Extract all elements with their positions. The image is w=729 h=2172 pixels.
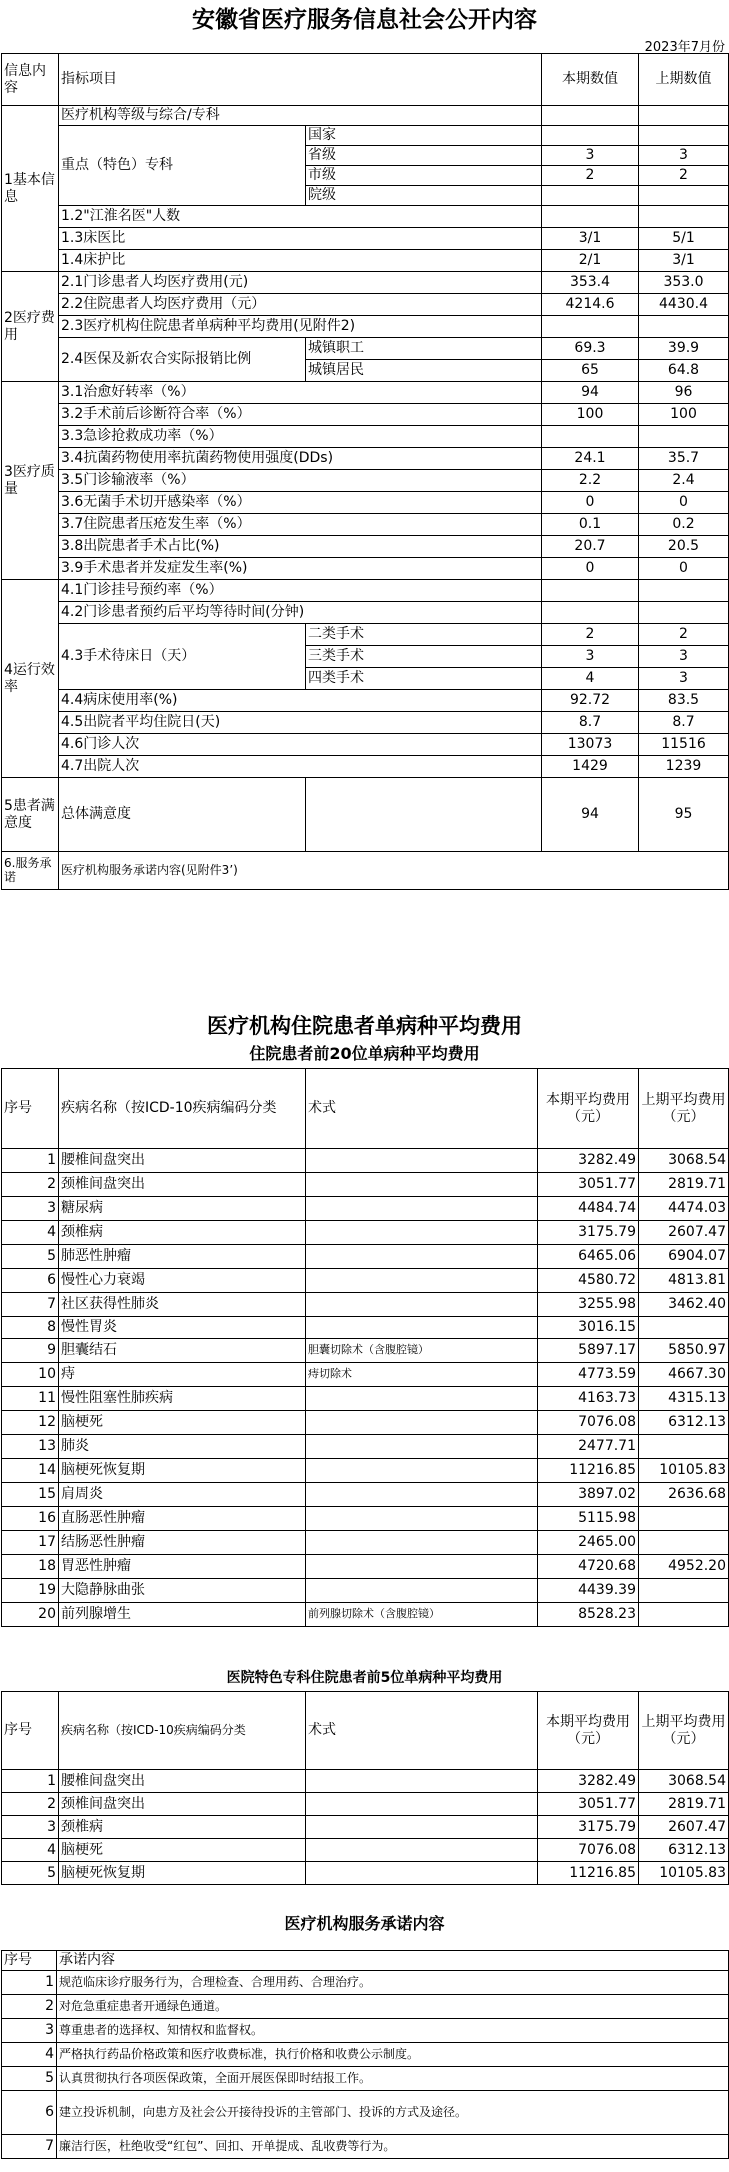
row-cur: 11216.85 <box>538 1862 639 1885</box>
cell-prev: 8.7 <box>639 712 729 734</box>
header-prev: 上期数值 <box>639 54 729 106</box>
header-prev: 上期平均费用（元） <box>639 1069 729 1149</box>
row-no: 3 <box>2 2019 57 2043</box>
row-operation <box>306 1245 538 1269</box>
row-cur: 3175.79 <box>538 1221 639 1245</box>
row-disease: 脑梗死 <box>59 1411 306 1435</box>
row-prev <box>639 1435 729 1459</box>
table-row <box>2 1603 729 1627</box>
cat-zhiliang: 3医疗质量 <box>2 382 59 580</box>
row-zdzk: 重点（特色）专科 <box>59 126 306 206</box>
row-cur: 3175.79 <box>538 1816 639 1839</box>
cell-cur: 2.2 <box>542 470 639 492</box>
row-prev: 4315.13 <box>639 1387 729 1411</box>
main-title: 安徽省医疗服务信息社会公开内容 <box>192 7 537 33</box>
row-prev: 4667.30 <box>639 1363 729 1387</box>
table-row <box>2 1816 729 1839</box>
row-q4: 3.4抗菌药物使用率抗菌药物使用强度(DDs) <box>59 448 542 470</box>
row-disease: 颈椎病 <box>59 1221 306 1245</box>
specialty-top5-table <box>1 1691 729 1885</box>
cell-prev: 20.5 <box>639 536 729 558</box>
table-row <box>2 1411 729 1435</box>
row-czzg: 城镇职工 <box>306 338 542 360</box>
table-row <box>2 1173 729 1197</box>
row-operation <box>306 1579 538 1603</box>
row-no: 19 <box>2 1579 59 1603</box>
row-disease: 前列腺增生 <box>59 1603 306 1627</box>
row-jhmy: 1.2"江淮名医"人数 <box>59 206 542 228</box>
row-o6: 4.6门诊人次 <box>59 734 542 756</box>
row-q1: 3.1治愈好转率（%） <box>59 382 542 404</box>
row-operation <box>306 1387 538 1411</box>
header-cur: 本期平均费用（元） <box>538 1692 639 1770</box>
row-prev: 2819.71 <box>639 1173 729 1197</box>
row-ss2: 二类手术 <box>306 624 542 646</box>
table-row <box>2 2043 729 2067</box>
cell-cur: 3 <box>542 646 639 668</box>
row-prev: 3462.40 <box>639 1293 729 1317</box>
row-no: 14 <box>2 1459 59 1483</box>
header-op: 术式 <box>306 1692 538 1770</box>
row-q3: 3.3急诊抢救成功率（%） <box>59 426 542 448</box>
header-no: 序号 <box>2 1951 57 1971</box>
info-table <box>1 53 729 890</box>
disease-top20-table <box>1 1068 729 1627</box>
row-q7: 3.7住院患者压疮发生率（%） <box>59 514 542 536</box>
row-fee1: 2.1门诊患者人均医疗费用(元) <box>59 272 542 294</box>
cell-cur: 69.3 <box>542 338 639 360</box>
header-prev: 上期平均费用（元） <box>639 1692 729 1770</box>
row-prev: 5850.97 <box>639 1339 729 1363</box>
row-promise: 对危急重症患者开通绿色通道。 <box>57 1995 729 2019</box>
cell-prev: 3 <box>639 146 729 166</box>
cell-prev: 3 <box>639 668 729 690</box>
cell-prev: 0 <box>639 558 729 580</box>
cat-feiyong: 2医疗费用 <box>2 272 59 382</box>
table-row <box>2 2135 729 2159</box>
cat-jiben: 1基本信息 <box>2 106 59 272</box>
table-row <box>2 2091 729 2135</box>
row-prev: 4813.81 <box>639 1269 729 1293</box>
row-disease: 肩周炎 <box>59 1483 306 1507</box>
row-cur: 3282.49 <box>538 1149 639 1173</box>
cell-cur: 2 <box>542 624 639 646</box>
table-row <box>2 1269 729 1293</box>
table-row <box>2 1317 729 1339</box>
table-row <box>2 1971 729 1995</box>
cell-prev: 4430.4 <box>639 294 729 316</box>
row-o7: 4.7出院人次 <box>59 756 542 778</box>
row-no: 9 <box>2 1339 59 1363</box>
row-shiji: 市级 <box>306 166 542 186</box>
row-operation <box>306 1197 538 1221</box>
row-prev <box>639 1603 729 1627</box>
row-cur: 3051.77 <box>538 1173 639 1197</box>
row-cur: 5115.98 <box>538 1507 639 1531</box>
cell-cur: 94 <box>542 382 639 404</box>
cell-cur: 2/1 <box>542 250 639 272</box>
row-q2: 3.2手术前后诊断符合率（%） <box>59 404 542 426</box>
table-row <box>2 1339 729 1363</box>
table-row <box>2 1555 729 1579</box>
row-disease: 直肠恶性肿瘤 <box>59 1507 306 1531</box>
cell-prev: 96 <box>639 382 729 404</box>
cell-prev: 83.5 <box>639 690 729 712</box>
row-disease: 腰椎间盘突出 <box>59 1149 306 1173</box>
row-no: 5 <box>2 1862 59 1885</box>
row-operation <box>306 1816 538 1839</box>
row-no: 2 <box>2 1173 59 1197</box>
row-operation <box>306 1411 538 1435</box>
row-disease: 慢性心力衰竭 <box>59 1269 306 1293</box>
row-operation <box>306 1507 538 1531</box>
row-disease: 脑梗死 <box>59 1839 306 1862</box>
row-no: 7 <box>2 2135 57 2159</box>
sec4-title: 医疗机构服务承诺内容 <box>284 1914 445 1933</box>
row-cur: 3897.02 <box>538 1483 639 1507</box>
row-promise: 规范临床诊疗服务行为，合理检查、合理用药、合理治疗。 <box>57 1971 729 1995</box>
table-row <box>2 1293 729 1317</box>
cell-prev: 3 <box>639 646 729 668</box>
row-no: 2 <box>2 1793 59 1816</box>
row-prev: 10105.83 <box>639 1459 729 1483</box>
row-fee2: 2.2住院患者人均医疗费用（元） <box>59 294 542 316</box>
cell-cur: 3 <box>542 146 639 166</box>
row-promise: 认真贯彻执行各项医保政策，全面开展医保即时结报工作。 <box>57 2067 729 2091</box>
row-no: 16 <box>2 1507 59 1531</box>
row-fee3: 2.3医疗机构住院患者单病种平均费用(见附件2) <box>59 316 542 338</box>
row-cur: 4163.73 <box>538 1387 639 1411</box>
cell-prev: 11516 <box>639 734 729 756</box>
row-disease: 糖尿病 <box>59 1197 306 1221</box>
row-prev: 6904.07 <box>639 1245 729 1269</box>
cell-prev: 2 <box>639 166 729 186</box>
row-q8: 3.8出院患者手术占比(%) <box>59 536 542 558</box>
row-shengji: 省级 <box>306 146 542 166</box>
header-op: 术式 <box>306 1069 538 1149</box>
report-date: 2023年7月份 <box>644 40 725 55</box>
row-promise: 建立投诉机制，向患方及社会公开接待投诉的主管部门、投诉的方式及途径。 <box>57 2091 729 2135</box>
row-prev: 10105.83 <box>639 1862 729 1885</box>
cell-cur: 100 <box>542 404 639 426</box>
cell-cur: 3/1 <box>542 228 639 250</box>
row-promise: 廉洁行医，杜绝收受“红包”、回扣、开单提成、乱收费等行为。 <box>57 2135 729 2159</box>
header-info: 信息内容 <box>2 54 59 106</box>
cell-prev: 1239 <box>639 756 729 778</box>
promise-header-row <box>2 1951 729 1971</box>
row-ss4: 四类手术 <box>306 668 542 690</box>
cell-prev: 100 <box>639 404 729 426</box>
header-cur: 本期数值 <box>542 54 639 106</box>
table-row <box>2 1995 729 2019</box>
row-prev: 2607.47 <box>639 1816 729 1839</box>
row-operation <box>306 1839 538 1862</box>
row-no: 4 <box>2 1839 59 1862</box>
row-chuanghubi: 1.4床护比 <box>59 250 542 272</box>
row-operation <box>306 1269 538 1293</box>
row-prev: 4474.03 <box>639 1197 729 1221</box>
row-no: 5 <box>2 1245 59 1269</box>
table-row <box>2 1149 729 1173</box>
row-prev <box>639 1579 729 1603</box>
row-o4: 4.4病床使用率(%) <box>59 690 542 712</box>
row-ss3: 三类手术 <box>306 646 542 668</box>
row-prev <box>639 1507 729 1531</box>
cell-cur: 13073 <box>542 734 639 756</box>
row-operation <box>306 1862 538 1885</box>
row-disease: 大隐静脉曲张 <box>59 1579 306 1603</box>
cell-prev: 39.9 <box>639 338 729 360</box>
row-no: 5 <box>2 2067 57 2091</box>
row-q9: 3.9手术患者并发症发生率(%) <box>59 558 542 580</box>
row-chuangyibi: 1.3床医比 <box>59 228 542 250</box>
row-no: 13 <box>2 1435 59 1459</box>
sec3-title: 医院特色专科住院患者前5位单病种平均费用 <box>226 1670 503 1686</box>
table-row <box>2 1459 729 1483</box>
row-prev: 4952.20 <box>639 1555 729 1579</box>
row-no: 6 <box>2 1269 59 1293</box>
row-disease: 脑梗死恢复期 <box>59 1862 306 1885</box>
row-no: 3 <box>2 1197 59 1221</box>
row-operation <box>306 1293 538 1317</box>
cell-prev: 35.7 <box>639 448 729 470</box>
row-prev: 2607.47 <box>639 1221 729 1245</box>
info-header-row <box>2 54 729 106</box>
row-o2: 4.2门诊患者预约后平均等待时间(分钟) <box>59 602 542 624</box>
table-row <box>2 1245 729 1269</box>
header-item: 指标项目 <box>59 54 542 106</box>
row-no: 4 <box>2 2043 57 2067</box>
row-no: 17 <box>2 1531 59 1555</box>
cell-cur: 94 <box>542 778 639 852</box>
cell-cur: 92.72 <box>542 690 639 712</box>
cell-prev: 64.8 <box>639 360 729 382</box>
row-o1: 4.1门诊挂号预约率（%） <box>59 580 542 602</box>
table-row <box>2 2019 729 2043</box>
cell-prev: 2 <box>639 624 729 646</box>
row-no: 3 <box>2 1816 59 1839</box>
row-no: 6 <box>2 2091 57 2135</box>
row-yuanji: 院级 <box>306 186 542 206</box>
cell-cur: 65 <box>542 360 639 382</box>
row-operation <box>306 1149 538 1173</box>
header-name: 疾病名称（按ICD-10疾病编码分类 <box>59 1692 306 1770</box>
row-operation: 痔切除术 <box>306 1363 538 1387</box>
row-no: 2 <box>2 1995 57 2019</box>
row-operation <box>306 1435 538 1459</box>
row-cur: 11216.85 <box>538 1459 639 1483</box>
header-cur: 本期平均费用（元） <box>538 1069 639 1149</box>
table-row <box>2 1387 729 1411</box>
row-operation <box>306 1770 538 1793</box>
row-no: 10 <box>2 1363 59 1387</box>
row-disease: 胆囊结石 <box>59 1339 306 1363</box>
cell-cur: 0 <box>542 558 639 580</box>
row-cur: 8528.23 <box>538 1603 639 1627</box>
row-cur: 4484.74 <box>538 1197 639 1221</box>
row-q6: 3.6无菌手术切开感染率（%） <box>59 492 542 514</box>
row-cur: 3016.15 <box>538 1317 639 1339</box>
row-operation <box>306 1459 538 1483</box>
cat-yunxing: 4运行效率 <box>2 580 59 778</box>
row-disease: 肺恶性肿瘤 <box>59 1245 306 1269</box>
row-operation <box>306 1221 538 1245</box>
row-disease: 痔 <box>59 1363 306 1387</box>
row-cur: 4439.39 <box>538 1579 639 1603</box>
row-disease: 颈椎间盘突出 <box>59 1173 306 1197</box>
row-no: 7 <box>2 1293 59 1317</box>
row-prev <box>639 1317 729 1339</box>
row-prev <box>639 1531 729 1555</box>
table-row <box>2 1221 729 1245</box>
cell-cur: 20.7 <box>542 536 639 558</box>
header-no: 序号 <box>2 1069 59 1149</box>
row-operation: 前列腺切除术（含腹腔镜） <box>306 1603 538 1627</box>
table-row <box>2 1363 729 1387</box>
row-no: 18 <box>2 1555 59 1579</box>
row-cur: 2477.71 <box>538 1435 639 1459</box>
row-cur: 3255.98 <box>538 1293 639 1317</box>
row-operation <box>306 1483 538 1507</box>
row-czjm: 城镇居民 <box>306 360 542 382</box>
table-row <box>2 1435 729 1459</box>
row-disease: 社区获得性肺炎 <box>59 1293 306 1317</box>
row-cur: 3282.49 <box>538 1770 639 1793</box>
row-o5: 4.5出院者平均住院日(天) <box>59 712 542 734</box>
row-level: 医疗机构等级与综合/专科 <box>59 106 542 126</box>
row-prev: 6312.13 <box>639 1411 729 1435</box>
row-myd: 总体满意度 <box>59 778 306 852</box>
table-row <box>2 1862 729 1885</box>
row-no: 1 <box>2 1149 59 1173</box>
row-operation: 胆囊切除术（含腹腔镜） <box>306 1339 538 1363</box>
row-no: 4 <box>2 1221 59 1245</box>
row-fw: 医疗机构服务承诺内容(见附件3’) <box>59 852 729 890</box>
cell-prev: 5/1 <box>639 228 729 250</box>
row-disease: 胃恶性肿瘤 <box>59 1555 306 1579</box>
table-row <box>2 1507 729 1531</box>
row-no: 8 <box>2 1317 59 1339</box>
table-row <box>2 1197 729 1221</box>
row-operation <box>306 1555 538 1579</box>
table-row <box>2 1793 729 1816</box>
row-cur: 6465.06 <box>538 1245 639 1269</box>
row-cur: 5897.17 <box>538 1339 639 1363</box>
row-disease: 腰椎间盘突出 <box>59 1770 306 1793</box>
table-row <box>2 1483 729 1507</box>
row-disease: 脑梗死恢复期 <box>59 1459 306 1483</box>
row-disease: 颈椎病 <box>59 1816 306 1839</box>
row-prev: 3068.54 <box>639 1770 729 1793</box>
row-operation <box>306 1317 538 1339</box>
row-no: 1 <box>2 1971 57 1995</box>
sec2-title: 医疗机构住院患者单病种平均费用 <box>207 1014 522 1038</box>
row-operation <box>306 1531 538 1555</box>
row-operation <box>306 1173 538 1197</box>
table-row <box>2 1839 729 1862</box>
row-prev: 2819.71 <box>639 1793 729 1816</box>
cat-myd: 5患者满意度 <box>2 778 59 852</box>
row-disease: 结肠恶性肿瘤 <box>59 1531 306 1555</box>
cell-cur: 4214.6 <box>542 294 639 316</box>
row-guojia: 国家 <box>306 126 542 146</box>
row-cur: 3051.77 <box>538 1793 639 1816</box>
row-prev: 6312.13 <box>639 1839 729 1862</box>
cell-cur: 8.7 <box>542 712 639 734</box>
row-promise: 严格执行药品价格政策和医疗收费标准，执行价格和收费公示制度。 <box>57 2043 729 2067</box>
cell-prev: 0.2 <box>639 514 729 536</box>
table-row <box>2 1770 729 1793</box>
row-disease: 慢性阻塞性肺疾病 <box>59 1387 306 1411</box>
cell-cur: 1429 <box>542 756 639 778</box>
header-content: 承诺内容 <box>57 1951 729 1971</box>
row-cur: 7076.08 <box>538 1411 639 1435</box>
row-operation <box>306 1793 538 1816</box>
row-cur: 4580.72 <box>538 1269 639 1293</box>
row-no: 20 <box>2 1603 59 1627</box>
cell-cur: 0.1 <box>542 514 639 536</box>
sec2-subtitle: 住院患者前20位单病种平均费用 <box>249 1044 480 1063</box>
row-cur: 7076.08 <box>538 1839 639 1862</box>
row-no: 12 <box>2 1411 59 1435</box>
row-disease: 肺炎 <box>59 1435 306 1459</box>
cell-prev: 353.0 <box>639 272 729 294</box>
row-disease: 颈椎间盘突出 <box>59 1793 306 1816</box>
cell-cur: 24.1 <box>542 448 639 470</box>
cell-cur: 2 <box>542 166 639 186</box>
row-disease: 慢性胃炎 <box>59 1317 306 1339</box>
cell-prev: 2.4 <box>639 470 729 492</box>
cell-prev: 0 <box>639 492 729 514</box>
row-no: 15 <box>2 1483 59 1507</box>
specialty-header-row <box>2 1692 729 1770</box>
cell-cur: 4 <box>542 668 639 690</box>
header-name: 疾病名称（按ICD-10疾病编码分类 <box>59 1069 306 1149</box>
cell-cur: 0 <box>542 492 639 514</box>
header-no: 序号 <box>2 1692 59 1770</box>
cat-fw: 6.服务承诺 <box>2 852 59 890</box>
row-cur: 4720.68 <box>538 1555 639 1579</box>
row-no: 1 <box>2 1770 59 1793</box>
row-fee4: 2.4医保及新农合实际报销比例 <box>59 338 306 382</box>
disease-header-row <box>2 1069 729 1149</box>
row-promise: 尊重患者的选择权、知情权和监督权。 <box>57 2019 729 2043</box>
table-row <box>2 1579 729 1603</box>
cell-cur: 353.4 <box>542 272 639 294</box>
row-cur: 2465.00 <box>538 1531 639 1555</box>
promise-table <box>1 1950 729 2159</box>
table-row <box>2 2067 729 2091</box>
row-prev: 2636.68 <box>639 1483 729 1507</box>
cell-prev: 3/1 <box>639 250 729 272</box>
row-q5: 3.5门诊输液率（%） <box>59 470 542 492</box>
table-row <box>2 1531 729 1555</box>
row-cur: 4773.59 <box>538 1363 639 1387</box>
row-prev: 3068.54 <box>639 1149 729 1173</box>
row-o3: 4.3手术待床日（天） <box>59 624 306 690</box>
cell-prev: 95 <box>639 778 729 852</box>
row-no: 11 <box>2 1387 59 1411</box>
